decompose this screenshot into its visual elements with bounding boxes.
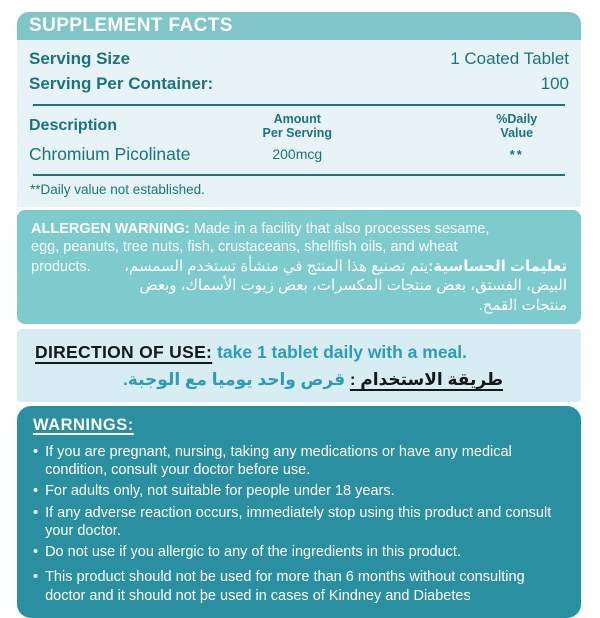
supplement-label <box>17 12 581 618</box>
directions-arabic-line <box>35 370 565 390</box>
warning-item: • If you are pregnant, nursing, taking any medications or have any medical condition, consult your doctor before use. <box>33 443 512 479</box>
allergen-line-4: البيض، الفستق، بعض منتجات المكسرات، بعض زيوت الأسماك، وبعض <box>139 277 567 295</box>
allergen-line-3-arabic: تعليمات الحساسية:يتم تصنيع هذا المنتج في منشأة تستخدم السمسم، <box>124 257 567 275</box>
serving-per-container-row <box>29 71 571 96</box>
warning-item: • Do not use if you allergic to any of the ingredients in this product. <box>33 544 461 561</box>
warnings-title: WARNINGS: <box>33 415 134 434</box>
warning-item: • This product should not be used for more than 6 months without consulting doctor and it should not þe used in cases of Kindney and Diabetes <box>33 569 525 604</box>
allergen-line-2: egg, peanuts, tree nuts, fish, crustaceans, shellfish oils, and wheat <box>31 239 458 256</box>
directions-section <box>17 329 581 402</box>
directions-arabic-label: طريقة الاستخدام : <box>349 369 503 389</box>
ingredient-name: Chromium Picolinate <box>29 143 191 164</box>
serving-size-value: 1 Coated Tablet <box>450 49 569 68</box>
allergen-line-1: ALLERGEN WARNING: Made in a facility that also processes sesame, <box>31 220 490 237</box>
divider-bottom <box>33 174 565 176</box>
warning-item: • If any adverse reaction occurs, immediately stop using this product and consult your doctor. <box>33 504 552 539</box>
directions-label: DIRECTION OF USE: <box>35 341 213 362</box>
allergen-warning-label: ALLERGEN WARNING: <box>31 220 190 237</box>
serving-size-row <box>29 46 571 71</box>
allergen-warning-box <box>17 210 581 324</box>
col-daily-value: %Daily Value <box>496 112 538 141</box>
label-title: SUPPLEMENT FACTS <box>29 15 233 36</box>
directions-arabic-text: قرص واحد يوميا مع الوجبة. <box>123 369 346 389</box>
bullet-dot: • <box>33 544 39 561</box>
facts-table-header <box>29 112 571 141</box>
bullet-dot: • <box>33 504 39 521</box>
label-header <box>17 12 581 40</box>
allergen-line-5: منتجات القمح. <box>478 296 567 314</box>
divider-top <box>33 104 565 106</box>
bullet-dot: • <box>33 483 39 500</box>
directions-english-line <box>35 342 565 363</box>
col-description: Description <box>29 117 118 135</box>
facts-panel <box>17 40 581 207</box>
bullet-dot: • <box>33 569 39 586</box>
ingredient-daily-value: ** <box>509 146 524 162</box>
table-row <box>29 144 571 165</box>
allergen-arabic-label: تعليمات الحساسية: <box>428 257 567 275</box>
daily-value-footnote: **Daily value not established. <box>30 181 205 197</box>
directions-text: take 1 tablet daily with a meal. <box>217 341 468 362</box>
warning-item: • For adults only, not suitable for people under 18 years. <box>33 483 395 500</box>
allergen-line-3-english: products. <box>31 258 91 275</box>
bullet-dot: • <box>33 443 39 460</box>
ingredient-amount: 200mcg <box>272 146 323 163</box>
serving-per-container-value: 100 <box>540 74 569 93</box>
col-spacer <box>370 112 462 141</box>
serving-per-container-label: Serving Per Container: <box>29 74 214 93</box>
col-amount: Amount Per Serving <box>262 112 333 141</box>
allergen-line-3 <box>31 257 567 277</box>
serving-size-label: Serving Size <box>29 49 131 68</box>
warnings-box <box>17 406 581 618</box>
